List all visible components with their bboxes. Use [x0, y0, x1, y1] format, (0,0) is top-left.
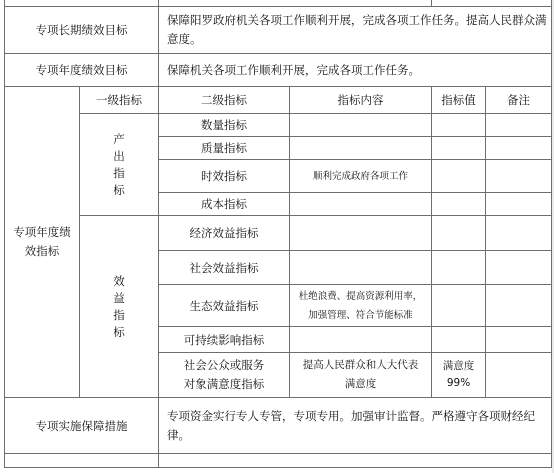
header-remark: 备注	[486, 87, 552, 114]
indicator-remark	[486, 193, 552, 216]
indicator-value	[432, 193, 486, 216]
annual-indicators-label	[5, 87, 80, 398]
long-term-goal-text: 保障阳罗政府机关各项工作顺利开展，完成各项工作任务。提高人民群众满意度。	[159, 7, 552, 54]
annual-goal-row	[5, 54, 552, 87]
level2-name: 质量指标	[159, 137, 290, 160]
level2-name: 可持续影响指标	[159, 327, 290, 353]
indicator-content	[290, 285, 432, 327]
value-line: 99%	[446, 377, 471, 389]
indicator-remark	[486, 160, 552, 193]
indicator-remark	[486, 114, 552, 137]
level2-name: 社会效益指标	[159, 251, 290, 285]
indicator-header-row	[5, 87, 552, 114]
indicator-value	[432, 251, 486, 285]
indicator-value	[432, 114, 486, 137]
level2-name: 数量指标	[159, 114, 290, 137]
level2-name: 成本指标	[159, 193, 290, 216]
level2-name: 生态效益指标	[159, 285, 290, 327]
level2-name: 经济效益指标	[159, 216, 290, 251]
header-level1: 一级指标	[80, 87, 159, 114]
annual-goal-label: 专项年度绩效目标	[5, 54, 159, 87]
level2-name	[159, 353, 290, 398]
name-line: 社会公众或服务	[183, 358, 265, 372]
indicator-content	[290, 114, 432, 137]
content-line: 加强管理、符合节能标准	[308, 309, 413, 321]
header-value: 指标值	[432, 87, 486, 114]
header-content: 指标内容	[290, 87, 432, 114]
indicator-remark	[486, 327, 552, 353]
indicator-remark	[486, 353, 552, 398]
name-line: 对象满意度指标	[183, 377, 265, 391]
value-line: 满意度	[442, 360, 475, 372]
level2-name: 时效指标	[159, 160, 290, 193]
indicator-value	[432, 285, 486, 327]
measures-label: 专项实施保障措施	[5, 398, 159, 454]
strip-cell	[159, 454, 552, 468]
indicator-remark	[486, 216, 552, 251]
benefit-indicators-label	[80, 216, 159, 398]
annual-goal-text: 保障机关各项工作顺利开展，完成各项工作任务。	[159, 54, 552, 87]
indicator-value	[432, 137, 486, 160]
indicator-content	[290, 216, 432, 251]
indicator-content	[290, 327, 432, 353]
performance-goal-table	[4, 0, 552, 468]
output-indicators-label	[80, 114, 159, 216]
measures-text: 专项资金实行专人专管，专项专用。加强审计监督。严格遵守各项财经纪律。	[159, 398, 552, 454]
indicator-content	[290, 251, 432, 285]
next-section-strip	[5, 454, 552, 468]
long-term-goal-row	[5, 7, 552, 54]
indicator-value	[432, 327, 486, 353]
indicator-value	[432, 353, 486, 398]
indicator-remark	[486, 137, 552, 160]
content-line: 提高人民群众和人大代表	[302, 359, 419, 371]
indicator-remark	[486, 285, 552, 327]
header-level2: 二级指标	[159, 87, 290, 114]
indicator-content: 顺利完成政府各项工作	[290, 160, 432, 193]
long-term-goal-label: 专项长期绩效目标	[5, 7, 159, 54]
indicator-row	[5, 114, 552, 137]
benefit-indicators-label-text: 效 益 指 标	[113, 273, 125, 339]
output-indicators-label-text: 产 出 指 标	[113, 131, 125, 197]
indicator-value	[432, 160, 486, 193]
indicator-content	[290, 137, 432, 160]
content-line: 满意度	[344, 378, 377, 390]
indicator-content	[290, 193, 432, 216]
content-line: 杜绝浪费、提高资源利用率，	[298, 290, 423, 302]
indicator-row	[5, 216, 552, 251]
measures-row	[5, 398, 552, 454]
annual-indicators-label-text: 专项年度绩效指标	[13, 225, 71, 258]
indicator-content	[290, 353, 432, 398]
indicator-remark	[486, 251, 552, 285]
strip-cell	[5, 454, 159, 468]
indicator-value	[432, 216, 486, 251]
